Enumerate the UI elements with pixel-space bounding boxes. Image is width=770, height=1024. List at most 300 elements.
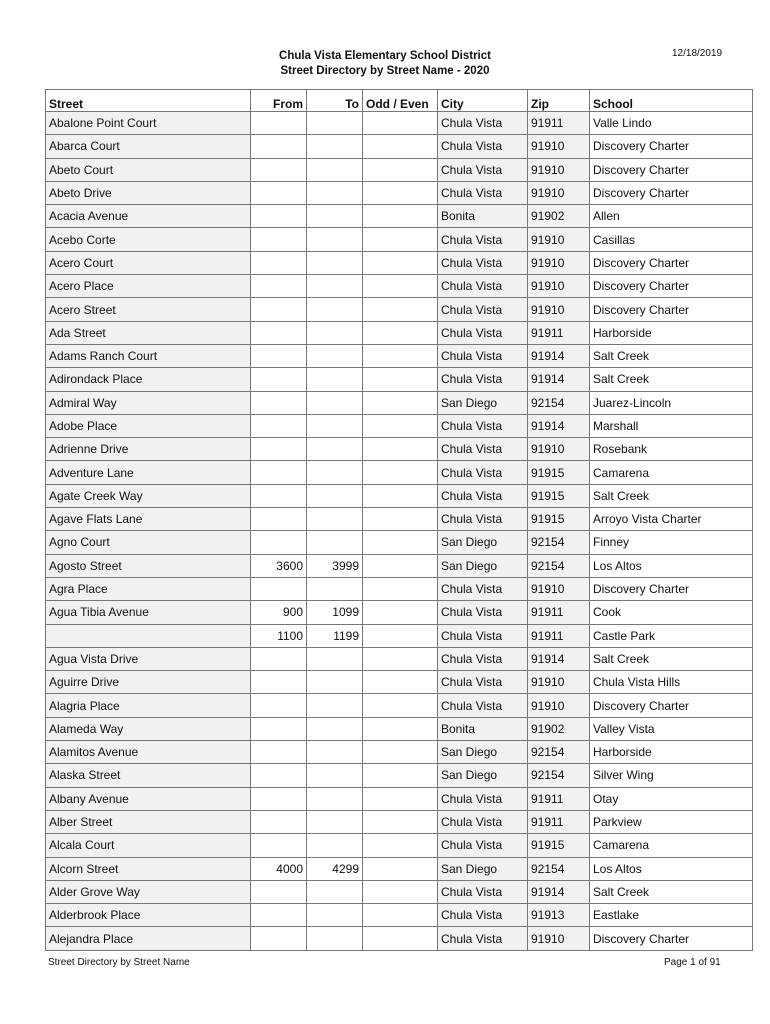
cell-odd-even: [363, 298, 438, 321]
cell-from: [251, 577, 307, 600]
cell-odd-even: [363, 624, 438, 647]
cell-odd-even: [363, 368, 438, 391]
cell-odd-even: [363, 438, 438, 461]
cell-school: Rosebank: [590, 438, 753, 461]
table-row: [46, 391, 753, 414]
cell-from: 1100: [251, 624, 307, 647]
cell-zip: 91914: [528, 880, 590, 903]
cell-school: Discovery Charter: [590, 158, 753, 181]
cell-odd-even: [363, 764, 438, 787]
cell-street: Alderbrook Place: [46, 904, 251, 927]
column-header-zip: Zip: [528, 90, 590, 112]
cell-odd-even: [363, 508, 438, 531]
table-row: [46, 694, 753, 717]
cell-street: Acacia Avenue: [46, 205, 251, 228]
cell-school: Parkview: [590, 810, 753, 833]
cell-street: Alaska Street: [46, 764, 251, 787]
cell-city: San Diego: [438, 554, 528, 577]
cell-to: [307, 461, 363, 484]
cell-odd-even: [363, 414, 438, 437]
cell-street: Agra Place: [46, 577, 251, 600]
cell-school: Arroyo Vista Charter: [590, 508, 753, 531]
cell-from: [251, 158, 307, 181]
cell-city: Chula Vista: [438, 461, 528, 484]
cell-from: [251, 368, 307, 391]
cell-zip: 91910: [528, 298, 590, 321]
cell-city: Chula Vista: [438, 344, 528, 367]
cell-city: Bonita: [438, 717, 528, 740]
table-row: [46, 717, 753, 740]
cell-odd-even: [363, 344, 438, 367]
cell-to: [307, 671, 363, 694]
cell-city: Chula Vista: [438, 927, 528, 950]
cell-from: [251, 275, 307, 298]
cell-to: [307, 414, 363, 437]
cell-city: Chula Vista: [438, 438, 528, 461]
cell-zip: 91902: [528, 717, 590, 740]
cell-zip: 92154: [528, 857, 590, 880]
table-row: [46, 414, 753, 437]
cell-city: Chula Vista: [438, 298, 528, 321]
cell-school: Discovery Charter: [590, 275, 753, 298]
cell-to: 4299: [307, 857, 363, 880]
cell-city: Chula Vista: [438, 228, 528, 251]
table-row: [46, 531, 753, 554]
column-header-school: School: [590, 90, 753, 112]
table-row: [46, 671, 753, 694]
cell-street: Adrienne Drive: [46, 438, 251, 461]
cell-city: Chula Vista: [438, 624, 528, 647]
cell-zip: 91911: [528, 624, 590, 647]
cell-street: Acero Street: [46, 298, 251, 321]
cell-street: Agno Court: [46, 531, 251, 554]
cell-zip: 91910: [528, 251, 590, 274]
cell-to: [307, 112, 363, 135]
cell-odd-even: [363, 810, 438, 833]
cell-to: [307, 904, 363, 927]
cell-city: Chula Vista: [438, 135, 528, 158]
cell-school: Los Altos: [590, 554, 753, 577]
cell-city: Chula Vista: [438, 484, 528, 507]
table-row: [46, 158, 753, 181]
cell-zip: 91910: [528, 438, 590, 461]
cell-school: Silver Wing: [590, 764, 753, 787]
cell-city: Chula Vista: [438, 251, 528, 274]
cell-zip: 91914: [528, 368, 590, 391]
table-row: [46, 275, 753, 298]
cell-school: Castle Park: [590, 624, 753, 647]
column-header-street: Street: [46, 90, 251, 112]
cell-to: [307, 391, 363, 414]
cell-from: [251, 344, 307, 367]
cell-school: Casillas: [590, 228, 753, 251]
cell-odd-even: [363, 158, 438, 181]
cell-zip: 91914: [528, 414, 590, 437]
cell-city: Chula Vista: [438, 321, 528, 344]
cell-odd-even: [363, 321, 438, 344]
cell-to: [307, 368, 363, 391]
cell-odd-even: [363, 181, 438, 204]
cell-city: Chula Vista: [438, 275, 528, 298]
cell-zip: 91910: [528, 158, 590, 181]
cell-street: Alcala Court: [46, 834, 251, 857]
cell-from: [251, 764, 307, 787]
cell-street: Alameda Way: [46, 717, 251, 740]
cell-street: Abarca Court: [46, 135, 251, 158]
cell-zip: 91914: [528, 344, 590, 367]
cell-to: [307, 694, 363, 717]
cell-from: [251, 414, 307, 437]
cell-odd-even: [363, 717, 438, 740]
cell-school: Discovery Charter: [590, 694, 753, 717]
cell-school: Salt Creek: [590, 344, 753, 367]
cell-street: Alamitos Avenue: [46, 741, 251, 764]
cell-city: Chula Vista: [438, 904, 528, 927]
cell-odd-even: [363, 205, 438, 228]
cell-street: Agua Tibia Avenue: [46, 601, 251, 624]
cell-zip: 91910: [528, 577, 590, 600]
cell-odd-even: [363, 275, 438, 298]
cell-to: [307, 135, 363, 158]
cell-city: San Diego: [438, 741, 528, 764]
cell-street: Agave Flats Lane: [46, 508, 251, 531]
cell-odd-even: [363, 857, 438, 880]
print-date: 12/18/2019: [672, 48, 723, 59]
table-row: [46, 834, 753, 857]
cell-city: Chula Vista: [438, 787, 528, 810]
cell-to: [307, 834, 363, 857]
cell-school: Chula Vista Hills: [590, 671, 753, 694]
cell-street: Agua Vista Drive: [46, 647, 251, 670]
street-directory-table: [45, 89, 753, 951]
cell-school: Discovery Charter: [590, 577, 753, 600]
cell-odd-even: [363, 904, 438, 927]
cell-zip: 91915: [528, 508, 590, 531]
cell-city: Chula Vista: [438, 834, 528, 857]
cell-street: Abeto Court: [46, 158, 251, 181]
cell-city: Chula Vista: [438, 414, 528, 437]
cell-city: Chula Vista: [438, 601, 528, 624]
cell-street: Aguirre Drive: [46, 671, 251, 694]
cell-city: Chula Vista: [438, 694, 528, 717]
table-row: [46, 554, 753, 577]
cell-school: Cook: [590, 601, 753, 624]
cell-from: [251, 251, 307, 274]
cell-city: Chula Vista: [438, 671, 528, 694]
cell-to: [307, 438, 363, 461]
cell-city: Chula Vista: [438, 577, 528, 600]
cell-street: Ada Street: [46, 321, 251, 344]
cell-zip: 91910: [528, 181, 590, 204]
cell-street: Acero Place: [46, 275, 251, 298]
cell-street: Abalone Point Court: [46, 112, 251, 135]
cell-zip: 91910: [528, 927, 590, 950]
cell-school: Salt Creek: [590, 880, 753, 903]
table-row: [46, 298, 753, 321]
cell-school: Discovery Charter: [590, 181, 753, 204]
cell-from: 900: [251, 601, 307, 624]
cell-city: Chula Vista: [438, 181, 528, 204]
table-body: [46, 112, 753, 951]
cell-city: San Diego: [438, 531, 528, 554]
cell-zip: 92154: [528, 741, 590, 764]
cell-from: [251, 741, 307, 764]
cell-from: [251, 717, 307, 740]
cell-street: Abeto Drive: [46, 181, 251, 204]
cell-city: Chula Vista: [438, 508, 528, 531]
table-row: [46, 228, 753, 251]
cell-city: Bonita: [438, 205, 528, 228]
cell-zip: 91910: [528, 694, 590, 717]
cell-zip: 91913: [528, 904, 590, 927]
table-row: [46, 624, 753, 647]
cell-street: [46, 624, 251, 647]
cell-to: [307, 741, 363, 764]
cell-school: Camarena: [590, 461, 753, 484]
cell-odd-even: [363, 647, 438, 670]
cell-from: [251, 927, 307, 950]
cell-school: Discovery Charter: [590, 251, 753, 274]
table-row: [46, 368, 753, 391]
cell-city: San Diego: [438, 391, 528, 414]
cell-odd-even: [363, 391, 438, 414]
cell-to: [307, 181, 363, 204]
cell-street: Alber Street: [46, 810, 251, 833]
cell-odd-even: [363, 112, 438, 135]
cell-school: Marshall: [590, 414, 753, 437]
column-header-to: To: [307, 90, 363, 112]
cell-school: Camarena: [590, 834, 753, 857]
cell-odd-even: [363, 461, 438, 484]
cell-odd-even: [363, 741, 438, 764]
cell-odd-even: [363, 554, 438, 577]
table-row: [46, 787, 753, 810]
cell-school: Allen: [590, 205, 753, 228]
cell-from: [251, 834, 307, 857]
cell-zip: 92154: [528, 531, 590, 554]
cell-street: Agate Creek Way: [46, 484, 251, 507]
table-row: [46, 461, 753, 484]
cell-zip: 91914: [528, 647, 590, 670]
cell-school: Discovery Charter: [590, 135, 753, 158]
cell-from: [251, 671, 307, 694]
cell-street: Alejandra Place: [46, 927, 251, 950]
cell-to: [307, 508, 363, 531]
cell-from: 3600: [251, 554, 307, 577]
cell-zip: 91911: [528, 810, 590, 833]
table-row: [46, 857, 753, 880]
cell-street: Albany Avenue: [46, 787, 251, 810]
cell-school: Los Altos: [590, 857, 753, 880]
cell-school: Juarez-Lincoln: [590, 391, 753, 414]
cell-zip: 91902: [528, 205, 590, 228]
cell-to: [307, 205, 363, 228]
cell-street: Acebo Corte: [46, 228, 251, 251]
header-row: [46, 90, 753, 112]
cell-to: 1099: [307, 601, 363, 624]
cell-to: [307, 927, 363, 950]
cell-from: [251, 787, 307, 810]
cell-to: [307, 251, 363, 274]
cell-zip: 91911: [528, 321, 590, 344]
cell-from: [251, 112, 307, 135]
table-row: [46, 741, 753, 764]
cell-school: Discovery Charter: [590, 927, 753, 950]
page-number: Page 1 of 91: [664, 957, 721, 968]
cell-city: San Diego: [438, 764, 528, 787]
cell-odd-even: [363, 531, 438, 554]
cell-street: Adobe Place: [46, 414, 251, 437]
cell-school: Eastlake: [590, 904, 753, 927]
cell-odd-even: [363, 135, 438, 158]
cell-zip: 92154: [528, 764, 590, 787]
cell-school: Salt Creek: [590, 368, 753, 391]
cell-to: [307, 577, 363, 600]
cell-odd-even: [363, 927, 438, 950]
cell-to: [307, 158, 363, 181]
cell-school: Harborside: [590, 321, 753, 344]
cell-city: Chula Vista: [438, 158, 528, 181]
cell-zip: 91910: [528, 228, 590, 251]
cell-school: Finney: [590, 531, 753, 554]
cell-from: [251, 484, 307, 507]
cell-from: [251, 298, 307, 321]
cell-zip: 91915: [528, 484, 590, 507]
cell-to: [307, 484, 363, 507]
table-row: [46, 205, 753, 228]
cell-city: San Diego: [438, 857, 528, 880]
cell-street: Adventure Lane: [46, 461, 251, 484]
cell-odd-even: [363, 577, 438, 600]
table-row: [46, 438, 753, 461]
cell-odd-even: [363, 694, 438, 717]
cell-from: [251, 694, 307, 717]
cell-zip: 91915: [528, 834, 590, 857]
cell-school: Salt Creek: [590, 647, 753, 670]
cell-from: [251, 228, 307, 251]
cell-city: Chula Vista: [438, 112, 528, 135]
cell-school: Valle Lindo: [590, 112, 753, 135]
cell-odd-even: [363, 601, 438, 624]
cell-zip: 91911: [528, 112, 590, 135]
table-row: [46, 810, 753, 833]
table-row: [46, 764, 753, 787]
cell-to: [307, 810, 363, 833]
cell-zip: 91910: [528, 275, 590, 298]
table-row: [46, 904, 753, 927]
cell-school: Discovery Charter: [590, 298, 753, 321]
cell-zip: 91915: [528, 461, 590, 484]
cell-street: Alder Grove Way: [46, 880, 251, 903]
cell-school: Valley Vista: [590, 717, 753, 740]
table-row: [46, 135, 753, 158]
cell-street: Alcorn Street: [46, 857, 251, 880]
cell-to: 1199: [307, 624, 363, 647]
cell-odd-even: [363, 787, 438, 810]
cell-street: Admiral Way: [46, 391, 251, 414]
table-row: [46, 344, 753, 367]
title-line-1: Chula Vista Elementary School District: [279, 50, 491, 62]
report-title: [0, 49, 770, 79]
table-row: [46, 251, 753, 274]
cell-from: 4000: [251, 857, 307, 880]
cell-to: 3999: [307, 554, 363, 577]
cell-from: [251, 438, 307, 461]
cell-city: Chula Vista: [438, 880, 528, 903]
cell-zip: 91910: [528, 671, 590, 694]
cell-school: Salt Creek: [590, 484, 753, 507]
column-header-city: City: [438, 90, 528, 112]
table-row: [46, 601, 753, 624]
cell-from: [251, 508, 307, 531]
table-row: [46, 321, 753, 344]
cell-from: [251, 904, 307, 927]
column-header-from: From: [251, 90, 307, 112]
cell-street: Adirondack Place: [46, 368, 251, 391]
column-header-odd-even: Odd / Even: [363, 90, 438, 112]
cell-to: [307, 298, 363, 321]
cell-to: [307, 344, 363, 367]
cell-to: [307, 880, 363, 903]
cell-odd-even: [363, 228, 438, 251]
table-row: [46, 484, 753, 507]
cell-street: Acero Court: [46, 251, 251, 274]
cell-zip: 92154: [528, 554, 590, 577]
cell-zip: 91911: [528, 787, 590, 810]
cell-to: [307, 717, 363, 740]
cell-to: [307, 228, 363, 251]
cell-to: [307, 321, 363, 344]
cell-from: [251, 135, 307, 158]
cell-to: [307, 647, 363, 670]
table-row: [46, 112, 753, 135]
cell-from: [251, 531, 307, 554]
cell-zip: 92154: [528, 391, 590, 414]
cell-from: [251, 647, 307, 670]
cell-school: Otay: [590, 787, 753, 810]
cell-to: [307, 764, 363, 787]
cell-from: [251, 321, 307, 344]
cell-from: [251, 391, 307, 414]
cell-to: [307, 531, 363, 554]
table-row: [46, 577, 753, 600]
cell-to: [307, 275, 363, 298]
cell-zip: 91910: [528, 135, 590, 158]
cell-street: Alagria Place: [46, 694, 251, 717]
title-line-2: Street Directory by Street Name - 2020: [280, 65, 490, 77]
table-row: [46, 508, 753, 531]
cell-school: Harborside: [590, 741, 753, 764]
table-row: [46, 181, 753, 204]
footer-title: Street Directory by Street Name: [48, 957, 190, 968]
cell-to: [307, 787, 363, 810]
cell-city: Chula Vista: [438, 647, 528, 670]
cell-city: Chula Vista: [438, 368, 528, 391]
table-row: [46, 647, 753, 670]
cell-street: Adams Ranch Court: [46, 344, 251, 367]
table-row: [46, 880, 753, 903]
cell-odd-even: [363, 484, 438, 507]
cell-odd-even: [363, 251, 438, 274]
cell-from: [251, 181, 307, 204]
cell-odd-even: [363, 671, 438, 694]
cell-odd-even: [363, 834, 438, 857]
cell-from: [251, 205, 307, 228]
cell-zip: 91911: [528, 601, 590, 624]
cell-from: [251, 880, 307, 903]
table-row: [46, 927, 753, 950]
cell-from: [251, 461, 307, 484]
